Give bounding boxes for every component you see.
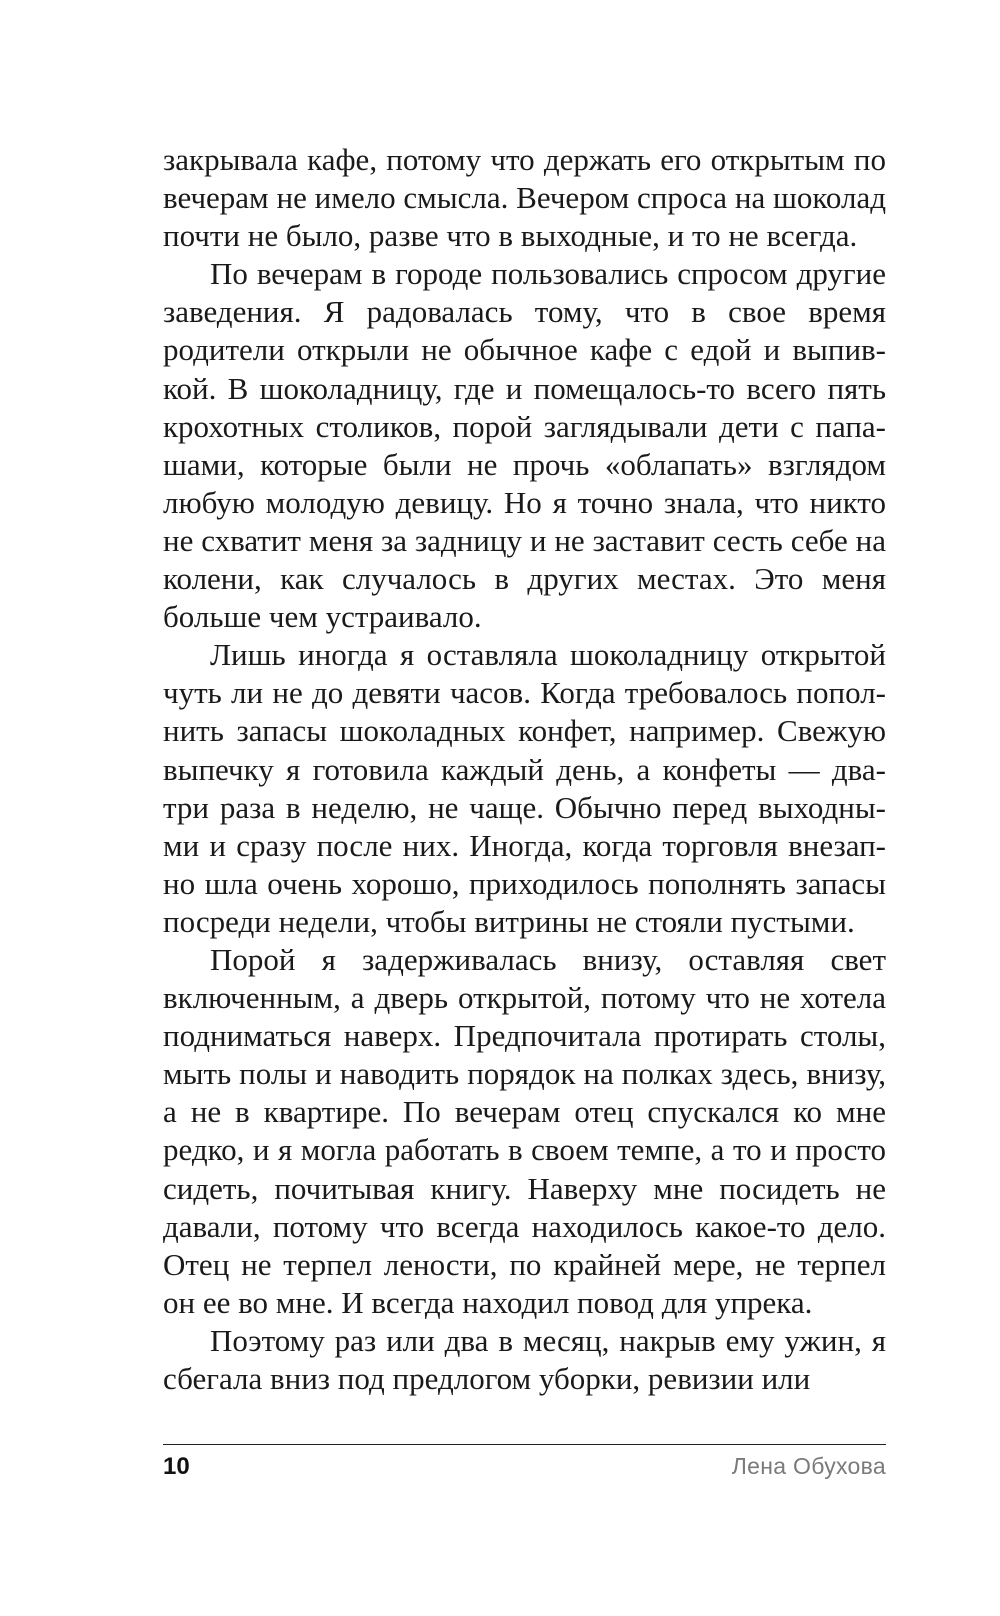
footer-divider: [163, 1444, 886, 1445]
page-body-text: [163, 141, 886, 1398]
paragraph: Порой я задерживалась внизу, оставляя свет включенным, а дверь открытой, потому что не хотела подниматься наверх. Предпочитала протирать столы, мыть полы и наводить порядок на полках здесь, внизу, а не в квартире. По вечерам отец спускался ко мне редко, и я могла работать в своем темпе, а то и просто сидеть, почитывая книгу. Наверху мне посидеть не давали, потому что всегда находилось какое-то дело. Отец не терпел лености, по крайней мере, не терпел он ее во мне. И всегда находил повод для упрека.: [163, 941, 886, 1320]
paragraph: По вечерам в городе пользовались спросом другие заведения. Я радовалась тому, что в свое время родители открыли не обычное кафе с едой и выпивкой. В шоколадницу, где и помещалось-то всего пять крохотных столиков, порой заглядывали дети с папашами, которые были не прочь «облапать» взглядом любую молодую девицу. Но я точно знала, что никто не схватит меня за задницу и не заставит сесть себе на колени, как случалось в других местах. Это меня больше чем устраивало.: [163, 256, 886, 635]
paragraph: Лишь иногда я оставляла шоколадницу открытой чуть ли не до девяти часов. Когда требовалось пополнить запасы шоколадных конфет, например. Свежую выпечку я готовила каждый день, а конфеты — два-три раза в неделю, не чаще. Обычно перед выходными и сразу после них. Иногда, когда торговля внезапно шла очень хорошо, приходилось пополнять запасы посреди недели, чтобы витрины не стояли пустыми.: [163, 637, 886, 939]
running-footer-author: Лена Обухова: [731, 1453, 886, 1479]
paragraph: закрывала кафе, потому что держать его открытым по вечерам не имело смысла. Вечером спроса на шоколад почти не было, разве что в выходные, и то не всегда.: [163, 142, 886, 254]
page-number: 10: [163, 1453, 190, 1480]
paragraph: Поэтому раз или два в месяц, накрыв ему ужин, я сбегала вниз под предлогом уборки, ревизии или: [163, 1322, 886, 1396]
